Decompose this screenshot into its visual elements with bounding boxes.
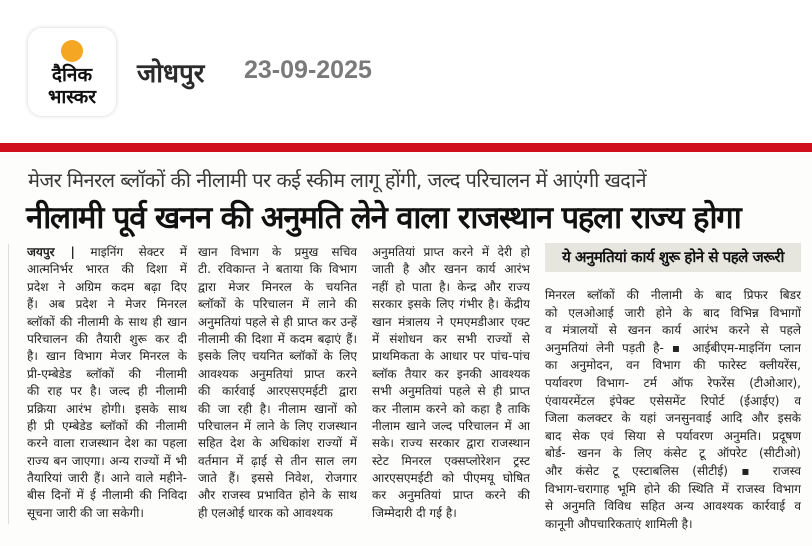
text-line: सके। राज्य सरकार द्वारा राजस्थान [372,436,530,451]
text-line: नीलाम खाने जल्द परिचालन में आ [372,418,530,433]
text-line: प्राथमिकता के आधार पर पांच-पांच [372,349,530,364]
article-column-1 [27,244,187,522]
text-line: ब्लॉकों के परिचालन में लाने की [198,297,357,312]
text-line: है। खान विभाग मेजर मिनरल के [27,349,187,364]
text-line: द्वारा मेजर मिनरल के चयनित [198,279,357,294]
text-line: तैयारियां जारी हैं। आने वाले महीने- [27,471,187,486]
text-line: पर्यावरण विभाग- टर्म ऑफ रेफरेंस (टीओआर), [545,375,801,390]
text-line: और राजस्व प्रभावित होने के साथ [198,488,357,503]
text-line: की कार्रवाई आरएसएमईटी द्वारा [198,384,357,399]
text-line: को एलओआई जारी होने के बाद विभिन्न विभागों [545,305,801,320]
text-line: ब्लॉक तैयार कर इनकी आवश्यक [372,366,530,381]
text-line: वर्तमान में ढ़ाई से तीन साल लग [198,453,357,468]
text-line: बोर्ड- खनन के लिए कंसेट टू ऑपरेट (सीटीओ) [545,446,801,461]
text-line: खान विभाग के प्रमुख सचिव [198,245,357,259]
edition-date: 23-09-2025 [244,56,372,84]
text-line [27,244,187,261]
logo-text-dainik: दैनिक [51,64,93,86]
text-line: कर अनुमतियां प्राप्त करने की [372,488,530,503]
text-line: स्टेट मिनरल एक्सप्लोरेशन ट्रस्ट [372,453,530,468]
text-line: व मंत्रालयों से खनन कार्य आरंभ करने से पहले [545,323,801,338]
text-line: प्रदेश ने अग्रिम कदम बढ़ा दिए [27,279,187,294]
sun-icon [61,40,83,62]
text-line: नीलामी की दिशा में कदम बढ़ाएं हैं। [198,331,357,346]
text-line: सरकार इसके लिए गंभीर है। केंद्रीय [372,297,530,312]
text-line: कर नीलाम करने को कहा है ताकि [372,401,530,416]
text-line: से अनुमति विविध सहित अन्य आवश्यक कार्रवाई व [545,499,801,514]
text-line: जाती है और खनन कार्य आरंभ [372,262,530,277]
edition-name: जोधपुर [137,59,205,89]
text-line: अनुमतियां लेनी पड़ती है- ▪ आईबीएम-माइनिंग प्लान [545,340,801,355]
text-line: इसके लिए चयनित ब्लॉकों के लिए [198,349,357,364]
sidebox-title: ये अनुमतियां कार्य शुरू होने से पहले जरूरी [545,243,801,272]
text-line: में संशोधन कर सभी राज्यों से [372,331,530,346]
text-line: का अनुमोदन, वन विभाग की फारेस्ट क्लीयरेंस, [545,358,801,373]
text-line: बाद सेक एवं सिया से पर्यावरण अनुमति। प्रदूषण [545,428,801,443]
text-line: सभी अनुमतियां पहले से ही प्राप्त [372,384,530,399]
text-line: टी. रविकान्त ने बताया कि विभाग [198,262,357,277]
text-line: की राह पर है। जल्द ही नीलामी [27,384,187,399]
text-line: हैं। अब प्रदेश ने मेजर मिनरल [27,297,187,312]
text-line: ही एलओई धारक को आवश्यक [198,505,333,520]
text-line: जिला कलक्टर के यहां जनसुनवाई आदि और इसके [545,411,801,426]
article-column-2 [198,244,357,522]
dainik-bhaskar-logo[interactable] [28,28,116,116]
column-rule [8,244,9,524]
text-line: आत्मनिर्भर भारत की दिशा में [27,262,187,277]
text-line: और कंसेट टू एस्टाबलिस (सीटीई) ▪ राजस्व [545,463,801,478]
text-line: परिचालन की तैयारी शुरू कर दी [27,331,187,346]
text-line: खान मंत्रालय ने एमएमडीआर एक्ट [372,314,530,329]
text-line: जिम्मेदारी दी गई है। [372,505,457,520]
text-line: परिचालन में लाने के लिए राजस्थान [198,418,357,433]
text-line: जाते हैं। इससे निवेश, रोजगार [198,471,357,486]
text-line: विभाग-चरागाह भूमि होने की स्थिति में राजस्व विभाग [545,481,801,496]
text-line: की जा रही है। नीलाम खानों को [198,401,357,416]
text-line: करने वाला राजस्थान देश का पहला [27,436,187,451]
text-line: मिनरल ब्लॉकों की नीलामी के बाद प्रिफर बिडर [545,288,801,302]
text-line: नहीं हो पाता है। केन्द्र और राज्य [372,279,530,294]
text-line: कानूनी औपचारिकताएं शामिली है। [545,516,693,531]
text-line: बीस दिनों में ई नीलामी की निविदा [27,488,187,503]
text-line: ब्लॉकों की नीलामी के साथ ही खान [27,314,187,329]
text-line: एंवायरमेंटल इंपेक्ट एसेसमेंट रिपोर्ट (ईआईए) व [545,393,801,408]
sidebox-body [545,287,801,533]
text-line: आवश्यक अनुमतियां प्राप्त करने [198,366,357,381]
text-line: सहित देश के अधिकांश राज्यों में [198,436,357,451]
header-divider [0,143,812,152]
text-line: अनुमतियां प्राप्त करने में देरी हो [372,245,530,259]
text-line: प्रक्रिया आरंभ होगी। इसके साथ [27,401,187,416]
text-line: अनुमतियां पहले से ही प्राप्त कर उन्हें [198,314,357,329]
text-line: आरएसएमईटी को पीएमयू घोषित [372,471,530,486]
article-column-3 [372,244,530,522]
text-line: सूचना जारी की जा सकेगी। [27,505,144,520]
article-headline: नीलामी पूर्व खनन की अनुमति लेने वाला राजस्थान पहला राज्य होगा [26,200,741,236]
text-line-content: माइनिंग सेक्टर में [90,245,187,259]
dateline: जयपुर | [27,245,75,259]
text-line: राज्य बन जाएगा। अन्य राज्यों में भी [27,453,187,468]
text-line: प्री-एम्बेडेड ब्लॉकों की नीलामी [27,366,187,381]
article-kicker: मेजर मिनरल ब्लॉकों की नीलामी पर कई स्कीम लागू होंगी, जल्द परिचालन में आएंगी खदानें [28,168,646,192]
logo-text-bhaskar: भास्कर [47,86,97,108]
text-line: ही प्री एम्बेडेड ब्लॉकों की नीलामी [27,418,187,433]
